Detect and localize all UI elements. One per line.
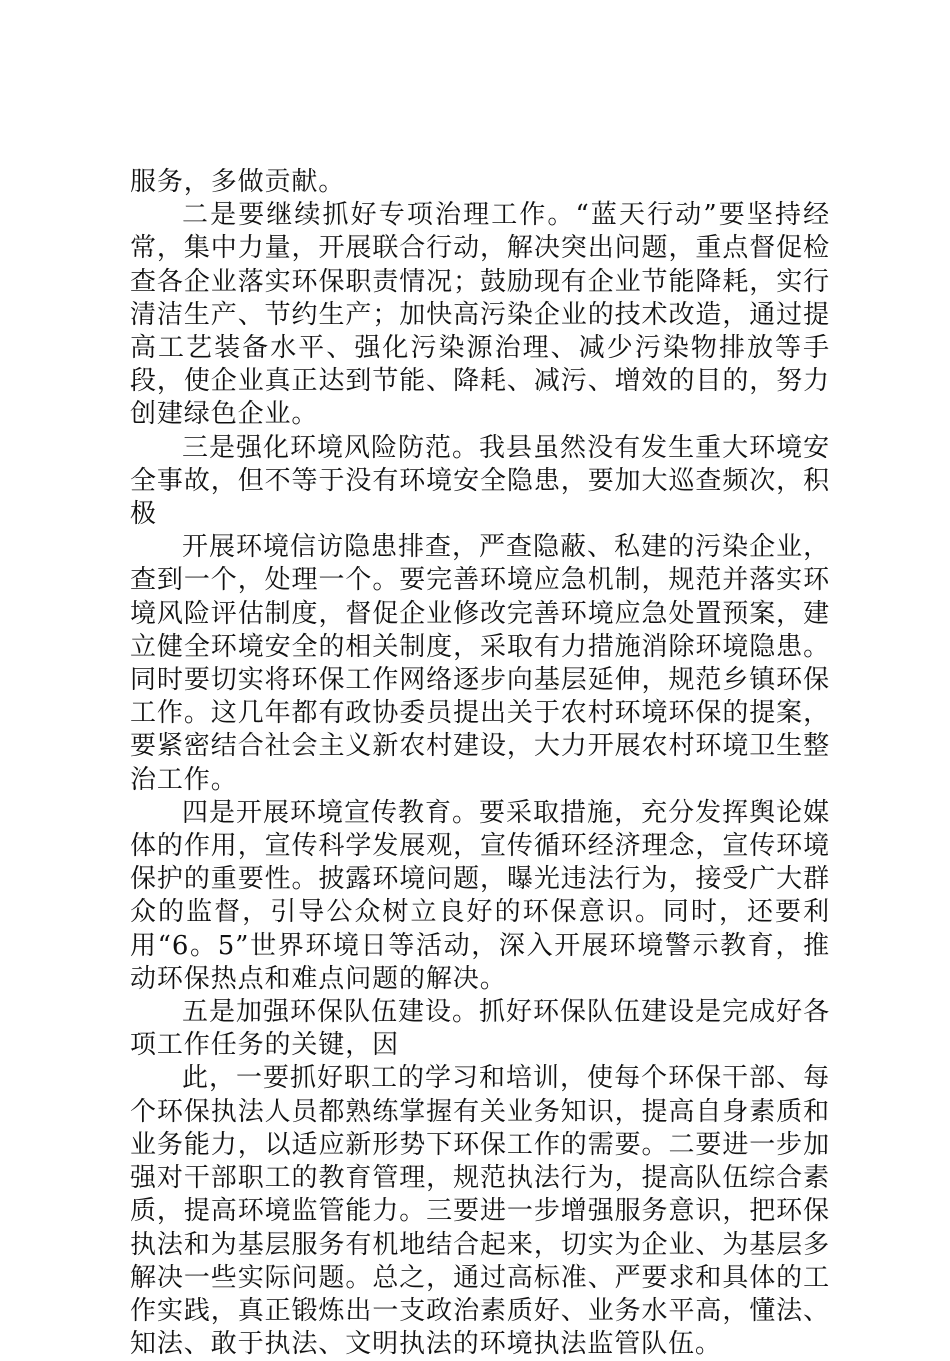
document-body bbox=[130, 166, 830, 1361]
paragraph-risk-prevention-continued: 开展环境信访隐患排查，严查隐蔽、私建的污染企业，查到一个，处理一个。要完善环境应急机制，规范并落实环境风险评估制度，督促企业修改完善环境应急处置预案，建立健全环境安全的相关制度，采取有力措施消除环境隐患。同时要切实将环保工作网络逐步向基层延伸，规范乡镇环保工作。这几年都有政协委员提出关于农村环境环保的提案，要紧密结合社会主义新农村建设，大力开展农村环境卫生整治工作。 bbox=[130, 532, 830, 795]
paragraph-team-building-continued: 此，一要抓好职工的学习和培训，使每个环保干部、每个环保执法人员都熟练掌握有关业务知识，提高自身素质和业务能力，以适应新形势下环保工作的需要。二要进一步加强对干部职工的教育管理，规范执法行为，提高队伍综合素质，提高环境监管能力。三要进一步增强服务意识，把环保执法和为基层服务有机地结合起来，切实为企业、为基层多解决一些实际问题。总之，通过高标准、严要求和具体的工作实践，真正锻炼出一支政治素质好、业务水平高，懂法、知法、敢于执法、文明执法的环境执法监管队伍。 bbox=[130, 1063, 830, 1360]
paragraph-publicity-education: 四是开展环境宣传教育。要采取措施，充分发挥舆论媒体的作用，宣传科学发展观，宣传循环经济理念，宣传环境保护的重要性。披露环境问题，曝光违法行为，接受广大群众的监督，引导公众树立良好的环保意识。同时，还要利用“6。5”世界环境日等活动，深入开展环境警示教育，推动环保热点和难点问题的解决。 bbox=[130, 797, 830, 994]
paragraph-special-governance: 二是要继续抓好专项治理工作。“蓝天行动”要坚持经常，集中力量，开展联合行动，解决突出问题，重点督促检查各企业落实环保职责情况；鼓励现有企业节能降耗，实行清洁生产、节约生产；加快高污染企业的技术改造，通过提高工艺装备水平、强化污染源治理、减少污染物排放等手段，使企业真正达到节能、降耗、减污、增效的目的，努力创建绿色企业。 bbox=[130, 200, 830, 430]
paragraph-continuation: 服务，多做贡献。 bbox=[130, 167, 346, 197]
paragraph-risk-prevention: 三是强化环境风险防范。我县虽然没有发生重大环境安全事故，但不等于没有环境安全隐患，要加大巡查频次，积极 bbox=[130, 432, 830, 530]
paragraph-team-building: 五是加强环保队伍建设。抓好环保队伍建设是完成好各项工作任务的关键，因 bbox=[130, 997, 830, 1061]
